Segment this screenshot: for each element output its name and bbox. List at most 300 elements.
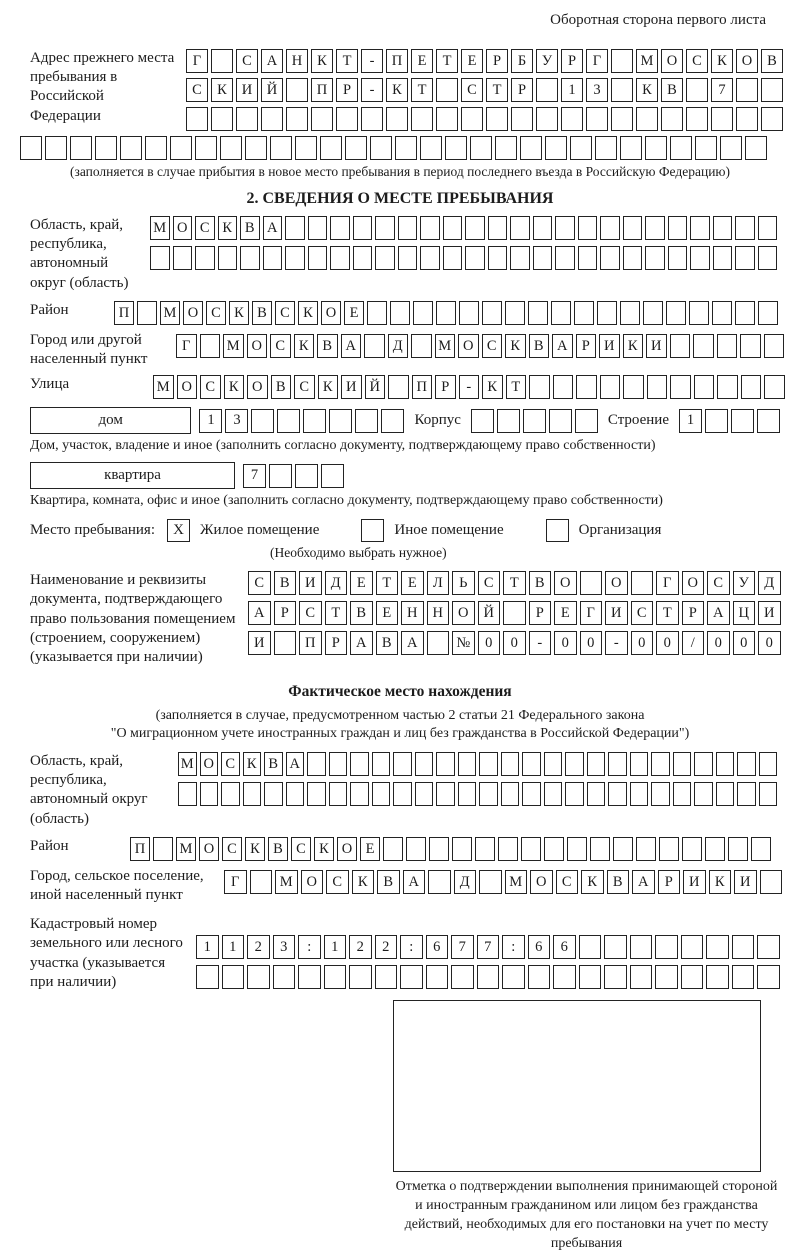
char-cell	[736, 107, 758, 131]
char-cell	[452, 837, 472, 861]
char-cell: 6	[426, 935, 449, 959]
char-cell	[630, 965, 653, 989]
char-cell	[705, 409, 728, 433]
char-cell: О	[321, 301, 341, 325]
char-cell	[690, 246, 710, 270]
char-cell	[398, 216, 418, 240]
char-cell	[757, 965, 780, 989]
char-cell	[458, 752, 477, 776]
char-cell: О	[247, 375, 268, 399]
char-cell: Е	[360, 837, 380, 861]
char-cell	[269, 464, 292, 488]
char-cell: Т	[506, 375, 527, 399]
actual-region-row-2	[178, 782, 777, 806]
char-cell: Д	[758, 571, 781, 595]
char-cell: 0	[580, 631, 603, 655]
char-cell: 0	[478, 631, 501, 655]
char-cell: М	[150, 216, 170, 240]
char-cell	[196, 965, 219, 989]
char-cell	[221, 782, 240, 806]
char-cell	[528, 965, 551, 989]
char-cell: М	[153, 375, 174, 399]
char-cell	[529, 375, 550, 399]
char-cell	[713, 246, 733, 270]
char-cell	[528, 301, 548, 325]
char-cell: К	[211, 78, 233, 102]
char-cell: В	[274, 571, 297, 595]
char-cell: Р	[435, 375, 456, 399]
actual-city-label: Город, сельское поселение, иной населенный пункт	[30, 867, 204, 903]
char-cell: И	[758, 601, 781, 625]
char-cell	[555, 216, 575, 240]
char-cell: И	[734, 870, 757, 894]
char-cell	[673, 782, 692, 806]
char-cell: Ц	[733, 601, 756, 625]
char-cell	[436, 78, 458, 102]
char-cell	[604, 935, 627, 959]
char-cell: С	[195, 216, 215, 240]
char-cell	[630, 935, 653, 959]
char-cell	[549, 409, 572, 433]
char-cell: В	[376, 631, 399, 655]
char-cell	[465, 216, 485, 240]
char-cell	[445, 136, 467, 160]
char-cell: Е	[376, 601, 399, 625]
char-cell	[45, 136, 67, 160]
char-cell	[604, 965, 627, 989]
char-cell: О	[530, 870, 553, 894]
char-cell: Д	[388, 334, 409, 358]
char-cell: А	[341, 334, 362, 358]
char-cell: М	[275, 870, 298, 894]
stroenie-label: Строение	[607, 412, 669, 429]
char-cell	[461, 107, 483, 131]
char-cell: Г	[186, 49, 208, 73]
char-cell: К	[218, 216, 238, 240]
char-cell	[570, 136, 592, 160]
char-cell	[555, 246, 575, 270]
char-cell	[706, 935, 729, 959]
char-cell: С	[275, 301, 295, 325]
char-cell	[443, 246, 463, 270]
char-cell	[611, 49, 633, 73]
char-cell: И	[248, 631, 271, 655]
char-cell	[522, 782, 541, 806]
district-block	[30, 301, 780, 325]
char-cell: В	[529, 334, 550, 358]
char-cell: Р	[561, 49, 583, 73]
char-cell: Р	[274, 601, 297, 625]
char-cell	[705, 837, 725, 861]
char-cell	[367, 301, 387, 325]
char-cell: С	[236, 49, 258, 73]
char-cell	[285, 246, 305, 270]
char-cell: П	[311, 78, 333, 102]
document-row-2	[248, 601, 781, 625]
stay-type-option-organization: Организация	[578, 522, 662, 539]
char-cell	[574, 301, 594, 325]
char-cell	[736, 78, 758, 102]
char-cell: У	[536, 49, 558, 73]
char-cell: О	[736, 49, 758, 73]
char-cell	[415, 782, 434, 806]
char-cell	[479, 782, 498, 806]
char-cell	[578, 246, 598, 270]
cadastral-row-1	[196, 935, 780, 959]
char-cell	[426, 965, 449, 989]
char-cell	[623, 216, 643, 240]
char-cell	[659, 837, 679, 861]
char-cell	[630, 752, 649, 776]
char-cell	[488, 246, 508, 270]
char-cell	[245, 136, 267, 160]
char-cell: 0	[631, 631, 654, 655]
char-cell: О	[200, 752, 219, 776]
char-cell	[388, 375, 409, 399]
street-row	[153, 375, 785, 399]
char-cell	[565, 782, 584, 806]
char-cell	[561, 107, 583, 131]
char-cell: П	[412, 375, 433, 399]
char-cell	[329, 409, 352, 433]
korpus-row	[471, 409, 598, 433]
char-cell: 0	[733, 631, 756, 655]
char-cell	[200, 334, 221, 358]
char-cell	[375, 965, 398, 989]
char-cell	[495, 136, 517, 160]
char-cell	[375, 246, 395, 270]
char-cell	[459, 301, 479, 325]
char-cell	[173, 246, 193, 270]
char-cell	[636, 837, 656, 861]
char-cell: Г	[176, 334, 197, 358]
char-cell: Р	[511, 78, 533, 102]
char-cell	[393, 782, 412, 806]
char-cell	[406, 837, 426, 861]
document-label: Наименование и реквизиты документа, подтверждающего право пользования помещением (строением, сооружением) (указывается при наличии)	[30, 572, 236, 665]
char-cell	[511, 107, 533, 131]
char-cell: К	[386, 78, 408, 102]
char-cell	[580, 571, 603, 595]
char-cell: Е	[401, 571, 424, 595]
char-cell	[186, 107, 208, 131]
char-cell	[731, 409, 754, 433]
char-cell	[764, 375, 785, 399]
char-cell: А	[248, 601, 271, 625]
char-cell	[355, 409, 378, 433]
char-cell	[717, 334, 738, 358]
char-cell	[263, 246, 283, 270]
char-cell	[668, 246, 688, 270]
char-cell	[737, 782, 756, 806]
char-cell	[308, 246, 328, 270]
char-cell: В	[252, 301, 272, 325]
char-cell: И	[646, 334, 667, 358]
char-cell	[565, 752, 584, 776]
char-cell	[393, 752, 412, 776]
char-cell	[655, 935, 678, 959]
char-cell: Д	[325, 571, 348, 595]
char-cell	[498, 837, 518, 861]
char-cell: В	[268, 837, 288, 861]
char-cell: О	[661, 49, 683, 73]
char-cell	[350, 752, 369, 776]
char-cell	[20, 136, 42, 160]
char-cell	[220, 136, 242, 160]
char-cell	[324, 965, 347, 989]
region-row-2	[150, 246, 777, 270]
actual-district-row	[130, 837, 771, 861]
char-cell: М	[636, 49, 658, 73]
char-cell: В	[377, 870, 400, 894]
char-cell	[436, 107, 458, 131]
char-cell	[195, 246, 215, 270]
char-cell: 3	[225, 409, 248, 433]
char-cell	[501, 752, 520, 776]
char-cell	[311, 107, 333, 131]
char-cell	[153, 837, 173, 861]
char-cell	[383, 837, 403, 861]
char-cell: -	[361, 78, 383, 102]
char-cell: К	[482, 375, 503, 399]
char-cell	[522, 752, 541, 776]
char-cell: С	[556, 870, 579, 894]
char-cell: 1	[222, 935, 245, 959]
char-cell: С	[294, 375, 315, 399]
char-cell: А	[261, 49, 283, 73]
char-cell: Й	[478, 601, 501, 625]
char-cell	[586, 107, 608, 131]
char-cell: В	[240, 216, 260, 240]
char-cell: 6	[553, 935, 576, 959]
char-cell	[70, 136, 92, 160]
char-cell	[713, 216, 733, 240]
char-cell	[428, 870, 451, 894]
char-cell: Т	[486, 78, 508, 102]
char-cell	[600, 216, 620, 240]
char-cell	[451, 965, 474, 989]
char-cell	[120, 136, 142, 160]
char-cell: Е	[411, 49, 433, 73]
char-cell	[286, 107, 308, 131]
actual-region-label: Область, край, республика, автономный округ (область)	[30, 753, 148, 827]
char-cell: В	[264, 752, 283, 776]
char-cell	[611, 78, 633, 102]
char-cell: С	[186, 78, 208, 102]
char-cell: Д	[454, 870, 477, 894]
char-cell	[261, 107, 283, 131]
char-cell: О	[177, 375, 198, 399]
char-cell: О	[337, 837, 357, 861]
char-cell	[717, 375, 738, 399]
region-label: Область, край, республика, автономный округ (область)	[30, 217, 129, 291]
char-cell	[758, 301, 778, 325]
char-cell	[608, 752, 627, 776]
char-cell	[758, 216, 778, 240]
char-cell	[273, 965, 296, 989]
char-cell	[436, 752, 455, 776]
stay-type-option-other: Иное помещение	[394, 522, 504, 539]
char-cell	[694, 375, 715, 399]
char-cell	[576, 375, 597, 399]
stay-type-line	[30, 519, 780, 542]
char-cell	[520, 136, 542, 160]
char-cell: К	[294, 334, 315, 358]
char-cell	[645, 246, 665, 270]
char-cell: П	[299, 631, 322, 655]
char-cell	[711, 107, 733, 131]
char-cell	[477, 965, 500, 989]
char-cell	[413, 301, 433, 325]
char-cell	[420, 216, 440, 240]
char-cell: С	[291, 837, 311, 861]
char-cell	[470, 136, 492, 160]
char-cell	[200, 782, 219, 806]
actual-district-label: Район	[30, 837, 69, 854]
char-cell	[761, 107, 783, 131]
char-cell	[623, 375, 644, 399]
char-cell	[436, 301, 456, 325]
char-cell	[411, 334, 432, 358]
stay-type-checkbox-other	[361, 519, 384, 542]
char-cell	[479, 752, 498, 776]
char-cell: Е	[344, 301, 364, 325]
prev-address-block	[30, 49, 780, 131]
char-cell: А	[350, 631, 373, 655]
char-cell	[737, 752, 756, 776]
char-cell: Н	[286, 49, 308, 73]
stamp-area	[393, 1000, 780, 1254]
char-cell: -	[361, 49, 383, 73]
char-cell: Е	[350, 571, 373, 595]
stay-type-option-residential: Жилое помещение	[200, 522, 320, 539]
char-cell: М	[505, 870, 528, 894]
char-cell	[465, 246, 485, 270]
char-cell: С	[206, 301, 226, 325]
char-cell	[673, 752, 692, 776]
document-row-3	[248, 631, 781, 655]
char-cell: К	[311, 49, 333, 73]
char-cell: Т	[325, 601, 348, 625]
char-cell: С	[299, 601, 322, 625]
char-cell: О	[554, 571, 577, 595]
char-cell: 1	[561, 78, 583, 102]
char-cell	[732, 935, 755, 959]
char-cell: 2	[247, 935, 270, 959]
char-cell: Р	[529, 601, 552, 625]
prev-address-caption: (заполняется в случае прибытия в новое место пребывания в период последнего въезда в Российскую Федерацию)	[69, 164, 731, 179]
char-cell	[681, 935, 704, 959]
house-caption: Дом, участок, владение и иное (заполнить согласно документу, подтверждающему право собственности)	[30, 438, 656, 454]
char-cell: В	[607, 870, 630, 894]
char-cell	[250, 870, 273, 894]
char-cell	[497, 409, 520, 433]
house-number-row	[199, 409, 404, 433]
char-cell	[745, 136, 767, 160]
char-cell	[415, 752, 434, 776]
char-cell	[759, 782, 778, 806]
cadastral-label: Кадастровый номер земельного или лесного участка (указывается при наличии)	[30, 916, 183, 990]
char-cell	[353, 216, 373, 240]
char-cell	[286, 782, 305, 806]
char-cell	[655, 965, 678, 989]
char-cell: 0	[503, 631, 526, 655]
char-cell	[666, 301, 686, 325]
char-cell	[578, 216, 598, 240]
char-cell	[645, 136, 667, 160]
char-cell: А	[552, 334, 573, 358]
document-row-1	[248, 571, 781, 595]
char-cell: К	[229, 301, 249, 325]
char-cell	[95, 136, 117, 160]
char-cell	[329, 782, 348, 806]
char-cell: В	[350, 601, 373, 625]
char-cell: 7	[711, 78, 733, 102]
char-cell: Т	[376, 571, 399, 595]
char-cell: /	[682, 631, 705, 655]
char-cell: И	[599, 334, 620, 358]
apartment-line	[30, 462, 780, 489]
char-cell	[636, 107, 658, 131]
region-row-1	[150, 216, 777, 240]
char-cell	[716, 752, 735, 776]
char-cell: 1	[199, 409, 222, 433]
char-cell	[600, 246, 620, 270]
apartment-row	[243, 464, 344, 488]
char-cell: Е	[461, 49, 483, 73]
char-cell: Т	[656, 601, 679, 625]
char-cell: П	[386, 49, 408, 73]
char-cell: А	[286, 752, 305, 776]
char-cell	[620, 301, 640, 325]
char-cell: Р	[336, 78, 358, 102]
actual-location-title: Фактическое место нахождения	[288, 683, 512, 701]
char-cell	[536, 107, 558, 131]
char-cell	[274, 631, 297, 655]
char-cell	[764, 334, 785, 358]
stay-type-checkbox-residential: X	[167, 519, 190, 542]
char-cell: О	[301, 870, 324, 894]
char-cell: Р	[576, 334, 597, 358]
char-cell	[150, 246, 170, 270]
char-cell: Т	[336, 49, 358, 73]
char-cell	[345, 136, 367, 160]
char-cell	[398, 246, 418, 270]
char-cell: -	[459, 375, 480, 399]
cadastral-block	[30, 915, 780, 992]
char-cell	[693, 334, 714, 358]
char-cell	[533, 216, 553, 240]
char-cell: Б	[511, 49, 533, 73]
char-cell	[503, 601, 526, 625]
char-cell: 1	[324, 935, 347, 959]
char-cell	[579, 935, 602, 959]
char-cell: 0	[707, 631, 730, 655]
char-cell: Н	[401, 601, 424, 625]
char-cell	[308, 216, 328, 240]
char-cell	[295, 136, 317, 160]
prev-address-label: Адрес прежнего места пребывания в Российской Федерации	[30, 50, 175, 124]
char-cell	[443, 216, 463, 240]
char-cell: С	[200, 375, 221, 399]
actual-location-caption-1: (заполняется в случае, предусмотренном частью 2 статьи 21 Федерального закона	[155, 708, 645, 724]
char-cell	[661, 107, 683, 131]
char-cell: М	[223, 334, 244, 358]
char-cell	[545, 136, 567, 160]
char-cell	[510, 216, 530, 240]
char-cell: С	[248, 571, 271, 595]
char-cell: Г	[580, 601, 603, 625]
